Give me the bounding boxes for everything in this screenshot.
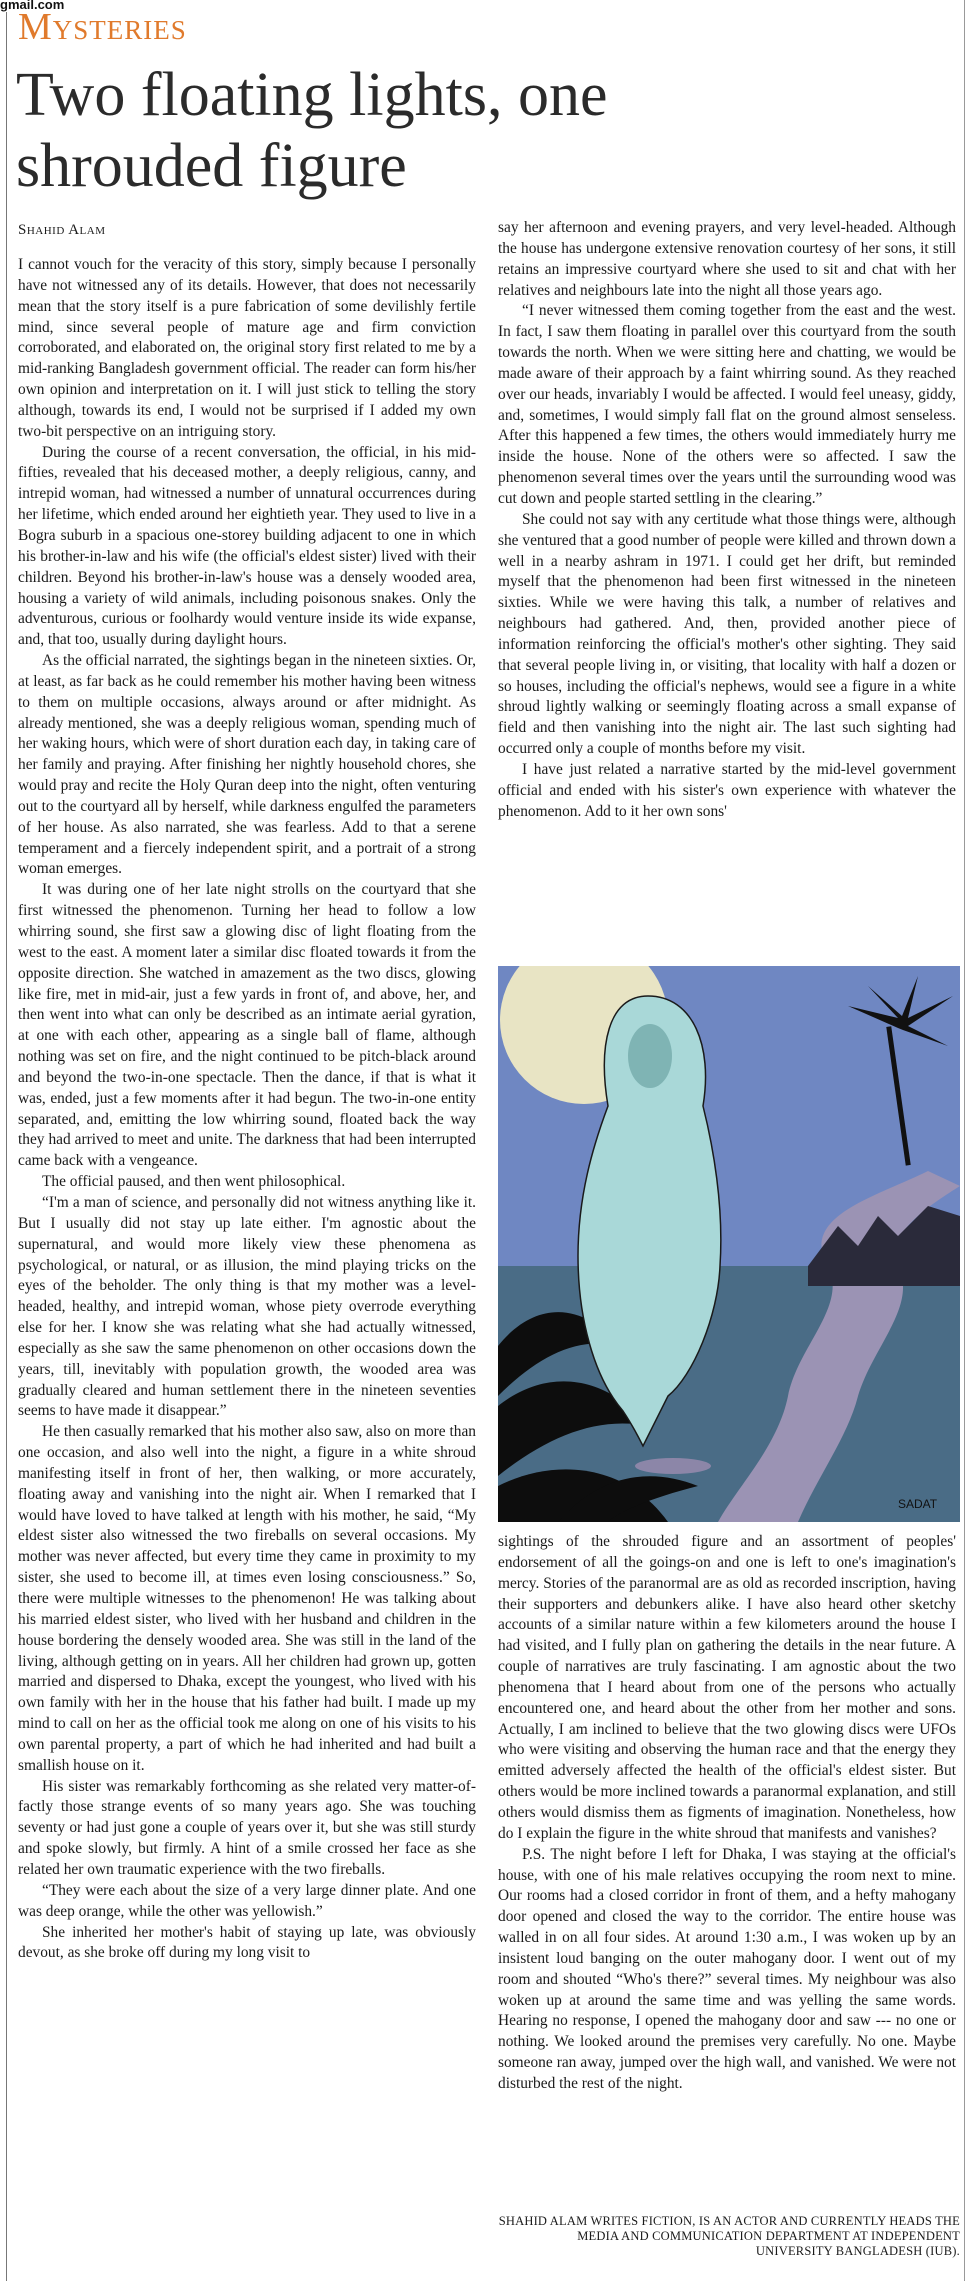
paragraph: sightings of the shrouded figure and an assortment of peoples' endorsement of all the goings-on and one is left to one's imagination's mercy. Stories of the paranormal are as old as recorded inscription, having their supporters and debunkers alike. I have also heard other sketchy accounts of a similar nature within a few kilometers around the house I had visited, and I fully plan on gathering the details in the near future. A couple of narratives are truly fascinating. I am agnostic about the two phenomena that I heard about from one of the persons who actually encountered one, and heard about the other from her mother and sons. Actually, I am inclined to believe that the two glowing discs were UFOs who were visiting and observing the human race and that the energy they emitted adversely affected the health of the official's eldest sister. But others would be more inclined towards a paranormal explanation, and still others would dismiss them as figments of imagination. Nonetheless, how do I explain the figure in the white shroud that manifests and vanishes? (498, 1533, 956, 1842)
section-label: Mysteries (18, 6, 187, 48)
paragraph: I cannot vouch for the veracity of this story, simply because I personally have not witnessed any of its details. However, that does not necessarily mean that the story itself is a pure fabrication of some devilishly fertile mind, since several people of mature age and firm conviction corroborated, and elaborated on, the original story first related to me by a mid-ranking Bangladesh government official. The reader can form his/her own opinion and interpretation on it. I will just stick to telling the story although, towards its end, I would not be surprised if I added my own two-bit perspective on an intriguing story. (18, 256, 476, 440)
byline: Shahid Alam (18, 222, 106, 238)
paragraph: “I'm a man of science, and personally did not witness anything like it. But I usually did not stay up late either. I'm agnostic about the supernatural, and would more likely view these phenomena as psychological, or natural, or as illusion, the mind playing tricks on the eyes of the beholder. The only thing is that my mother was a level-headed, healthy, and intrepid woman, whose piety overrode everything else for her. I know she was relating what she had actually witnessed, especially as she saw the same phenomenon on other occasions down the years, till, inevitably with population growth, the wooded area was gradually cleared and human settlement there in the nineteen seventies seems to have made it disappear.” (18, 1193, 476, 1420)
paragraph: “I never witnessed them coming together from the east and the west. In fact, I saw them floating in parallel over this courtyard from the south towards the north. When we were sitting here and chatting, we would be made aware of their approach by a faint whirring sound. As they reached over our heads, invariably I would be affected. I would feel uneasy, giddy, and, sometimes, I would simply fall flat on the ground almost senseless. After this happened a few times, the others would immediately hurry me inside the house. None of the others were so affected. I saw the phenomenon several times over the years until the surrounding wood was cut down and people started settling in the clearing.” (498, 302, 956, 507)
paragraph: During the course of a recent conversation, the official, in his mid-fifties, revealed that his deceased mother, a deeply religious, canny, and intrepid woman, had witnessed a number of unnatural occurrences during her lifetime, which ended around her eightieth year. They used to live in a Bogra suburb in a spacious one-storey building adjacent to one in which his brother-in-law and his wife (the official's eldest sister) lived with their children. Beyond his brother-in-law's house was a densely wooded area, housing a variety of wild animals, including poisonous snakes. Only the adventurous, curious or foolhardy would venture inside its wide expanse, and, that too, usually during daylight hours. (18, 443, 476, 649)
paragraph: He then casually remarked that his mother also saw, also on more than one occasion, and also well into the night, a figure in a white shroud manifesting itself in front of her, then walking, or more accurately, floating away and vanishing into the night air. When I remarked that I would have loved to have talked at length with his mother, he said, “My eldest sister also witnessed the two fireballs on several occasions. My mother was never affected, but every time they came in proximity to my sister, she used to become ill, at times even losing consciousness.” So, there were multiple witnesses to the phenomenon! He was talking about his married eldest sister, who lived with her husband and children in the house bordering the densely wooded area. She was still in the land of the living, although getting on in years. All her children had grown up, gotten married and dispersed to Dhaka, except the youngest, who lived with his own family with her in the house that his father had built. I made up my mind to call on her as the official took me along on one of his visits to his own parental property, a part of which he had inherited and had built a smallish house on it. (18, 1423, 476, 1774)
right-page-edge (964, 0, 965, 2281)
paragraph: She inherited her mother's habit of staying up late, was obviously devout, as she broke off during my long visit to (18, 1923, 476, 1962)
article-column-right-bottom (498, 1532, 956, 2267)
paragraph: “They were each about the size of a very large dinner plate. And one was deep orange, while the other was yellowish.” (18, 1881, 476, 1920)
paragraph: It was during one of her late night strolls on the courtyard that she first witnessed the phenomenon. Turning her head to follow a low whirring sound, she first saw a glowing disc of light floating from the west to the east. A moment later a similar disc floated towards it from the opposite direction. She watched in amazement as the two discs, glowing like fire, met in mid-air, just a few yards in front of, and above, her, and then went into what can only be described as an intimate aerial gyration, at one with each other, appearing as a single ball of flame, although nothing was set on fire, and the night continued to be pitch-black around and beyond the two-in-one spectacle. Then the dance, if that is what it was, ended, just a few moments after it had begun. The two-in-one entity separated, and, emitting the low whirring sound, floated back the way they had arrived to meet and unite. The darkness that had been interrupted came back with a vengeance. (18, 881, 476, 1170)
paragraph: His sister was remarkably forthcoming as she related very matter-of-factly those strange events of so many years ago. She was touching seventy or had just gone a couple of years over it, but she was still sturdy and spoke slowly, but firmly. A hint of a smile crossed her face as she related her own traumatic experience with the two fireballs. (18, 1777, 476, 1878)
left-column-rule (6, 12, 7, 2281)
figure-shadow-shape (635, 1458, 711, 1474)
artist-signature: SADAT (898, 1497, 938, 1511)
paragraph: I have just related a narrative started by the mid-level government official and ended with his sister's own experience with whatever the phenomenon. Add to it her own sons' (498, 760, 956, 820)
paragraph: say her afternoon and evening prayers, and very level-headed. Although the house has undergone extensive renovation courtesy of her sons, it still retains an impressive courtyard where she used to sit and chat with her relatives and neighbours late into the night all those years ago. (498, 219, 956, 299)
figure-face-shape (628, 1024, 672, 1088)
article-column-left (18, 255, 476, 2275)
illustration (498, 966, 960, 1522)
masthead-fragment: gmail.com (0, 0, 65, 12)
paragraph: The official paused, and then went philosophical. (42, 1173, 346, 1191)
article-column-right-top (498, 218, 956, 960)
headline: Two floating lights, one shrouded figure (16, 61, 608, 201)
paragraph: As the official narrated, the sightings began in the nineteen sixties. Or, at least, as far back as he could remember his mother having been witness to them on multiple occasions, always around or after midnight. As already mentioned, she was a deeply religious woman, spending much of her waking hours, which were of short duration each day, in taking care of her family and praying. After finishing her nightly household chores, she would pray and recite the Holy Quran deep into the night, often venturing out to the courtyard all by herself, while darkness engulfed the parameters of her house. As also narrated, she was fearless. Add to that a serene temperament and a fiercely independent spirit, and a portrait of a strong woman emerges. (18, 652, 476, 878)
author-note: SHAHID ALAM WRITES FICTION, IS AN ACTOR AND CURRENTLY HEADS THE MEDIA AND COMMUNICATION DEPARTMENT AT INDEPENDENT UNIVERSITY BANGLADESH (IUB). (498, 2214, 960, 2258)
paragraph: P.S. The night before I left for Dhaka, I was staying at the official's house, with one of his male relatives occupying the room next to mine. Our rooms had a closed corridor in front of them, and a hefty mahogany door opened and closed the way to the corridor. The entire house was walled in on all four sides. At around 1:30 a.m., I was woken up by an insistent loud banging on the outer mahogany door. I went out of my room and shouted “Who's there?” several times. My neighbour was also woken up at around the same time and was yelling the same words. Hearing no response, I opened the mahogany door and saw --- no one or nothing. We looked around the premises very carefully. No one. Maybe someone ran away, jumped over the high wall, and vanished. We were not disturbed the rest of the night. (498, 1845, 956, 2092)
paragraph: She could not say with any certitude what those things were, although she ventured that a good number of people were killed and thrown down a well in a nearby ashram in 1971. I could get her drift, but reminded myself that the phenomenon had been first witnessed in the nineteen sixties. While we were having this talk, a number of relatives and neighbours had gathered. And, then, provided another piece of information reinforcing the official's mother's other sighting. They said that several people living in, or visiting, that locality with half a dozen or so houses, including the official's nephews, would see a figure in a white shroud lightly walking or seemingly floating across a small expanse of field and then vanishing into the night air. The last such sighting had occurred only a couple of months before my visit. (498, 510, 956, 758)
